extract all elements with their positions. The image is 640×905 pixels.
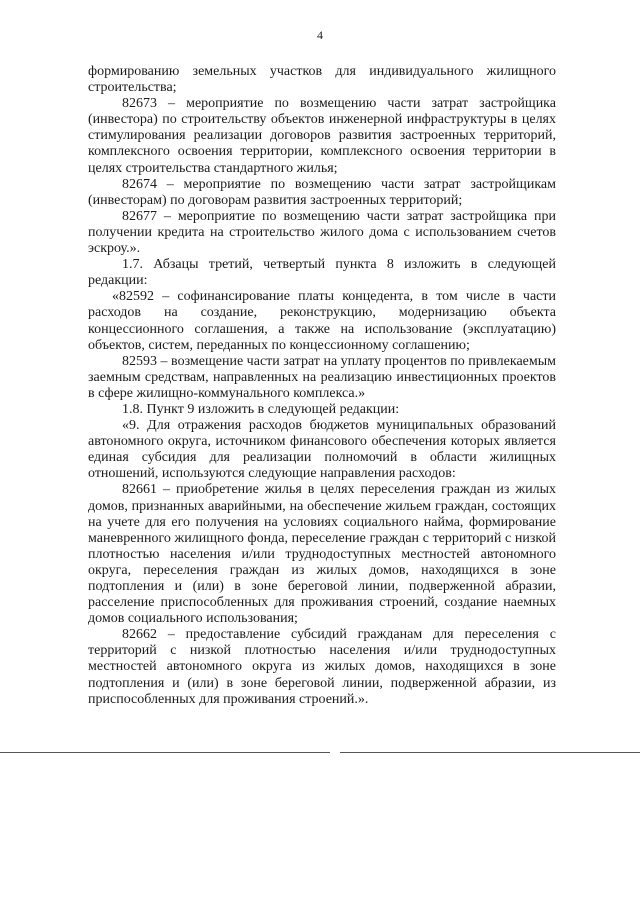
paragraph-82593: 82593 – возмещение части затрат на уплату процентов по привлекаемым заемным средствам, направленных на реализацию инвестиционных проектов в сфере жилищно-коммунального комплекса.» bbox=[88, 353, 556, 401]
paragraph-82592: «82592 – софинансирование платы концедента, в том числе в части расходов на создание, реконструкцию, модернизацию объекта концессионного соглашения, а также на использование (эксплуатацию) объектов, систем, переданных по концессионному соглашению; bbox=[88, 289, 556, 353]
paragraph-82674: 82674 – мероприятие по возмещению части затрат застройщикам (инвесторам) по договорам развития застроенных территорий; bbox=[88, 176, 556, 208]
paragraph-82661: 82661 – приобретение жилья в целях переселения граждан из жилых домов, признанных аварийными, на обеспечение жильем граждан, состоящих на учете для его получения на условиях социального найма, формирование маневренного жилищного фонда, переселение граждан с территорий с низкой плотностью населения и/или труднодоступных местностей автономного округа, переселения граждан из жилых домов, находящихся в зоне подтопления и (или) в зоне береговой линии, подверженной абразии, расселение приспособленных для проживания строений, создание наемных домов социального использования; bbox=[88, 482, 556, 627]
page-number: 4 bbox=[317, 28, 323, 42]
paragraph-point-9: «9. Для отражения расходов бюджетов муниципальных образований автономного округа, источником финансового обеспечения которых является единая субсидия для реализации полномочий в области жилищных отношений, используются следующие направления расходов: bbox=[88, 418, 556, 482]
footer-divider-right bbox=[340, 752, 640, 753]
paragraph-82662: 82662 – предоставление субсидий гражданам для переселения с территорий с низкой плотностью населения и/или труднодоступных местностей автономного округа из жилых домов, находящихся в зоне подтопления и (или) в зоне береговой линии, подверженной абразии, из приспособленных для проживания строений.». bbox=[88, 627, 556, 707]
paragraph-1-7: 1.7. Абзацы третий, четвертый пункта 8 изложить в следующей редакции: bbox=[88, 257, 556, 289]
paragraph-continuation: формированию земельных участков для индивидуального жилищного строительства; bbox=[88, 64, 556, 96]
paragraph-82677: 82677 – мероприятие по возмещению части затрат застройщика при получении кредита на строительство жилого дома с использованием счетов эскроу.». bbox=[88, 208, 556, 257]
footer-divider-left bbox=[0, 752, 330, 753]
paragraph-82673: 82673 – мероприятие по возмещению части затрат застройщика (инвестора) по строительству объектов инженерной инфраструктуры в целях стимулирования реализации договоров развития застроенных территорий, комплексного освоения территории, комплексного освоения территории в целях строительства стандартного жилья; bbox=[88, 96, 556, 176]
document-body bbox=[88, 64, 556, 708]
paragraph-1-8: 1.8. Пункт 9 изложить в следующей редакции: bbox=[122, 401, 400, 417]
